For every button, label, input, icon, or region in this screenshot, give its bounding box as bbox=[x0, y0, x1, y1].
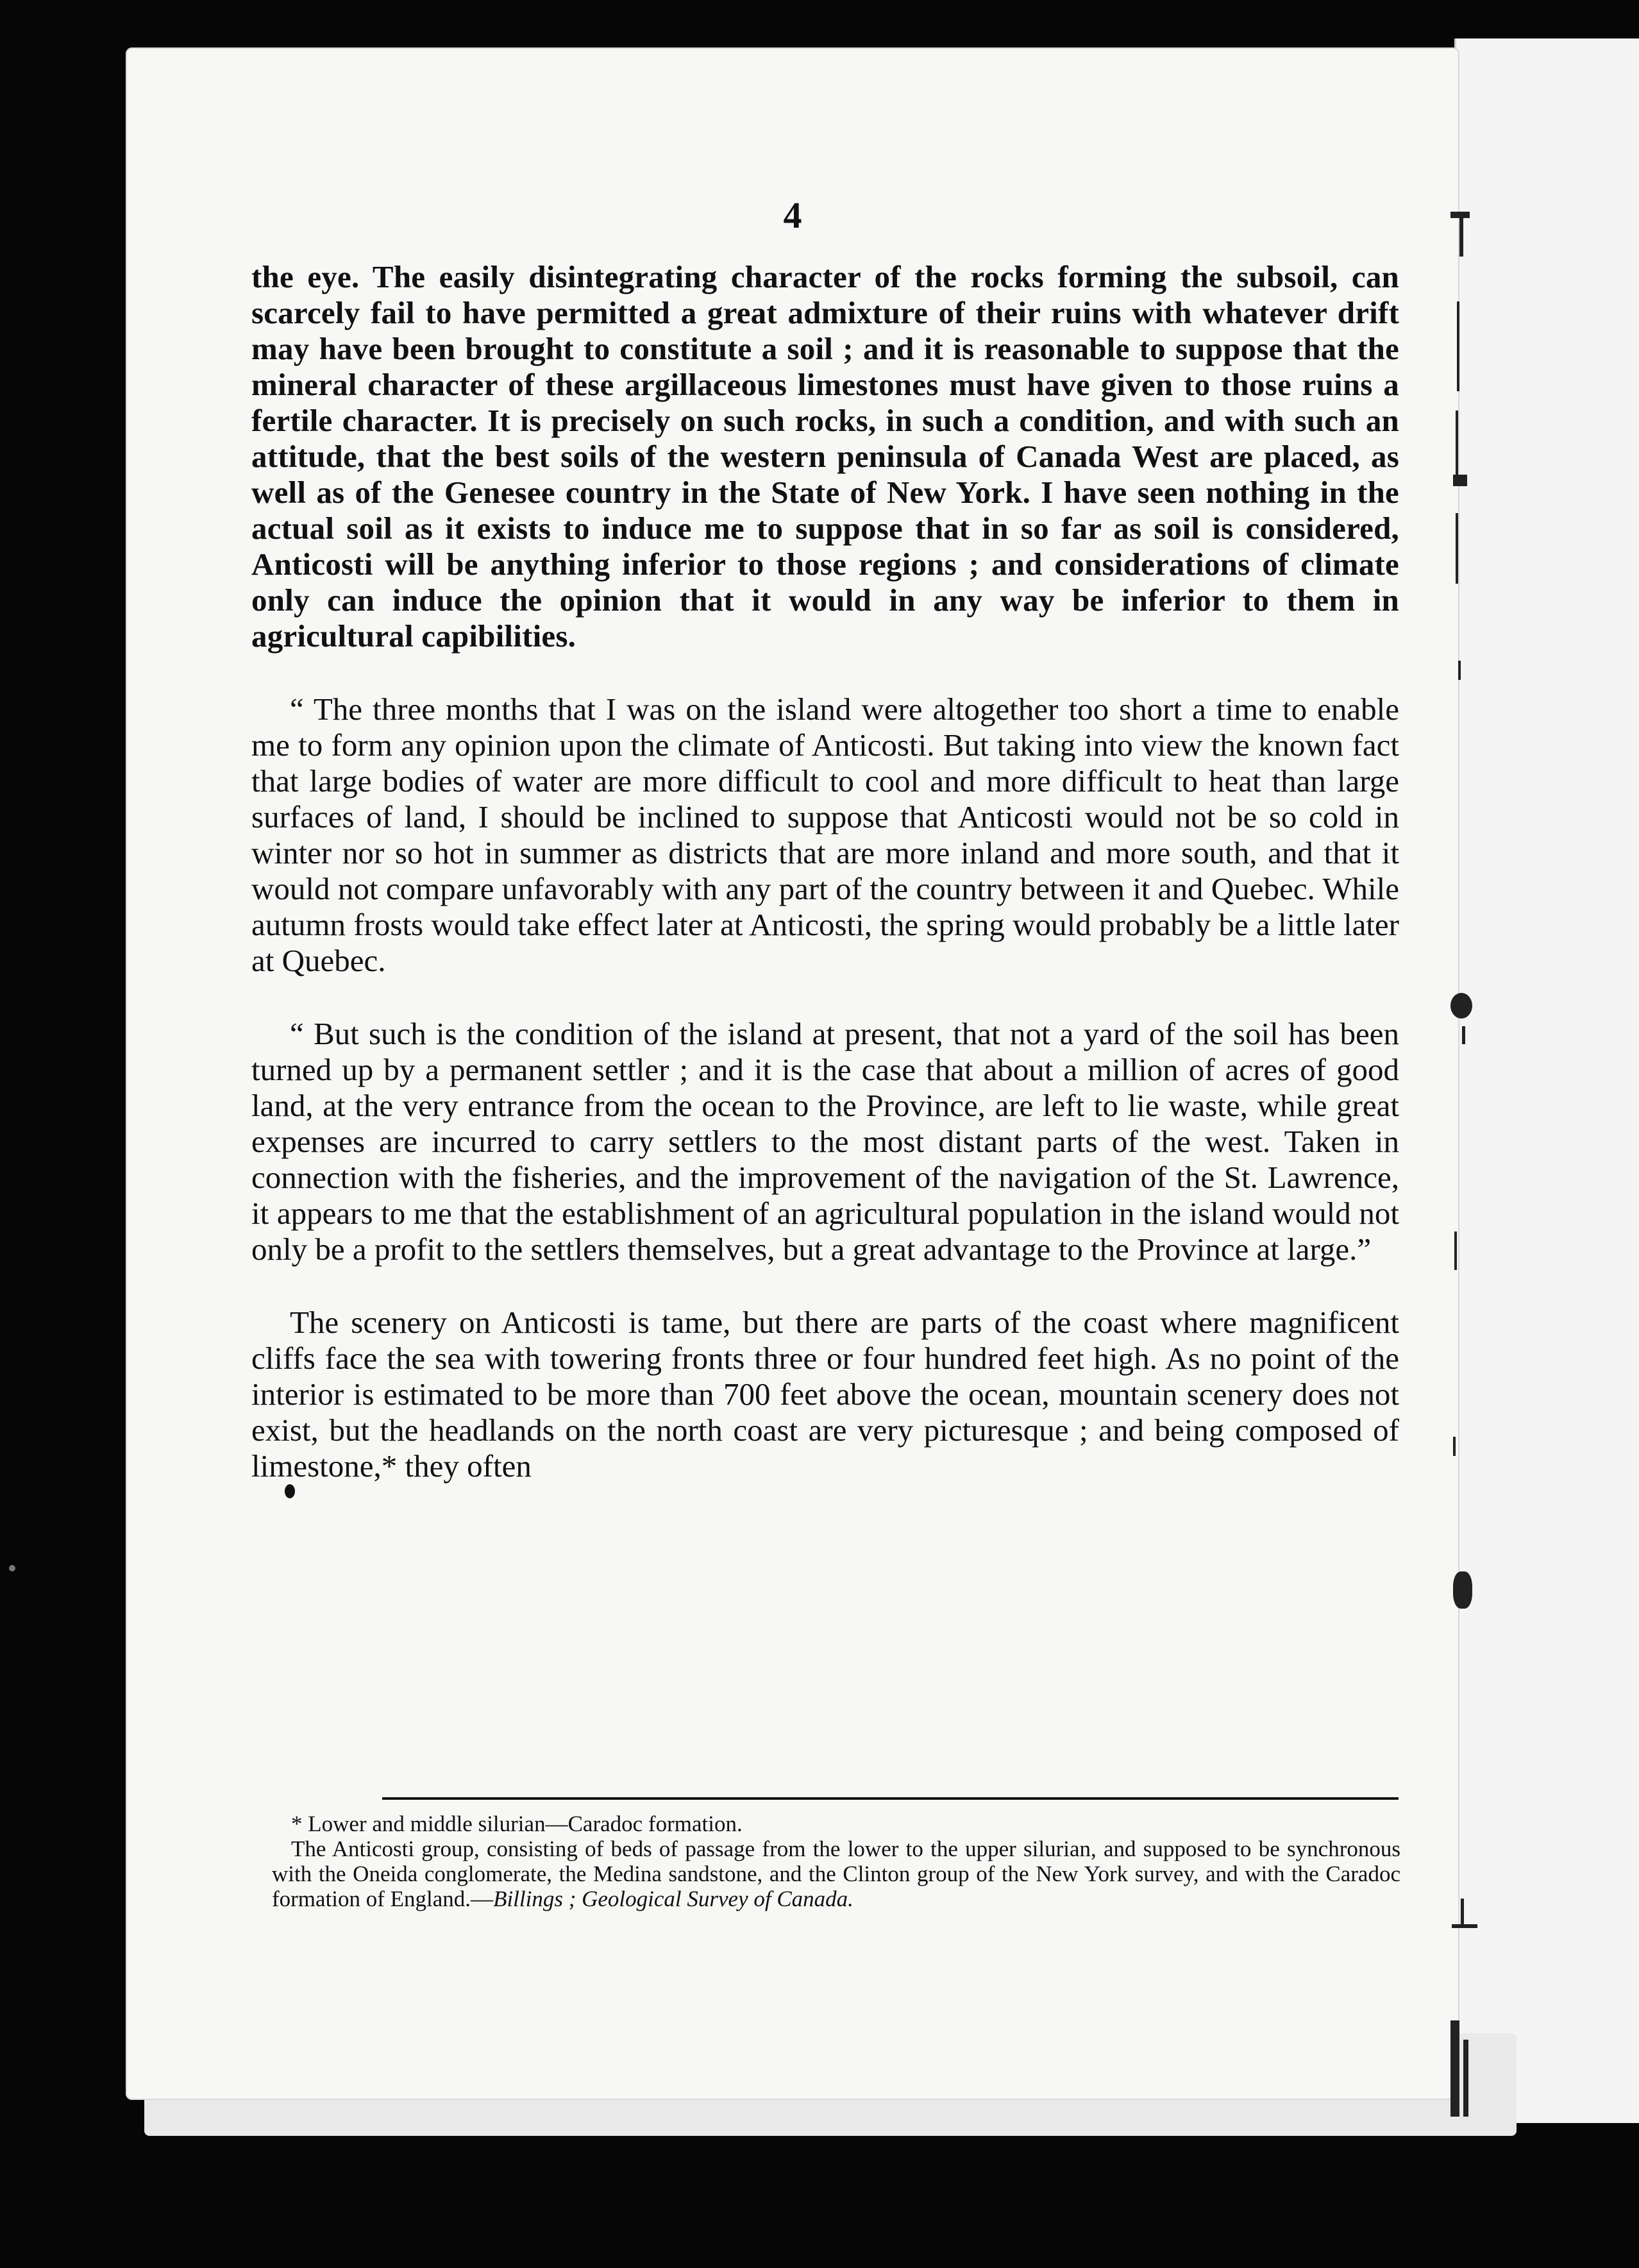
margin-mark bbox=[1459, 218, 1463, 257]
footnotes bbox=[272, 1811, 1400, 1911]
margin-mark bbox=[1450, 2020, 1459, 2117]
margin-blot bbox=[285, 1484, 295, 1498]
footnote-citation: Billings ; Geological Survey of Canada. bbox=[493, 1886, 853, 1911]
footnote-divider bbox=[382, 1797, 1399, 1800]
adjacent-page-edge bbox=[1454, 38, 1639, 2123]
margin-mark bbox=[1463, 2040, 1468, 2117]
paragraph-soil: the eye. The easily disintegrating character of the rocks forming the subsoil, can scarcely fail to have permitted a great admixture of their ruins with whatever drift may have been brought to constitute a soil ; and it is reasonable to suppose that the mineral character of these argillaceous limestones must have given to those ruins a fertile character. It is precisely on such rocks, in such a condition, and with such an attitude, that the best soils of the western peninsula of Canada West are placed, as well as of the Genesee country in the State of New York. I have seen nothing in the actual soil as it exists to induce me to suppose that in so far as soil is considered, Anticosti will be anything inferior to those regions ; and considerations of climate only can induce the opinion that it would in any way be inferior to them in agricultural capibilities. bbox=[251, 259, 1399, 654]
margin-mark bbox=[1456, 513, 1458, 584]
paragraph-scenery: The scenery on Anticosti is tame, but there are parts of the coast where magnificent cliffs face the sea with towering fronts three or four hundred feet high. As no point of the interior is estimated to be more than 700 feet above the ocean, mountain scenery does not exist, but the headlands on the north coast are very picturesque ; and being composed of limestone,* they often bbox=[251, 1305, 1399, 1484]
margin-mark bbox=[1453, 1571, 1472, 1609]
page-number: 4 bbox=[783, 194, 802, 236]
margin-mark bbox=[1454, 1231, 1457, 1270]
margin-mark bbox=[1458, 661, 1461, 680]
margin-mark bbox=[1450, 993, 1472, 1019]
footnote-anticosti-group bbox=[272, 1836, 1400, 1911]
margin-mark bbox=[1452, 1924, 1477, 1928]
margin-mark bbox=[1453, 1437, 1456, 1456]
margin-mark bbox=[1456, 410, 1458, 475]
footnote-anticosti-group-text: The Anticosti group, consisting of beds of passage from the lower to the upper silurian, and supposed to be synchronous with the Oneida conglomerate, the Medina sandstone, and the Clinton group of the New York survey, and with the Caradoc formation of England.— bbox=[272, 1836, 1400, 1911]
book-page bbox=[126, 47, 1459, 2100]
margin-mark bbox=[1453, 475, 1467, 486]
paragraph-climate: “ The three months that I was on the island were altogether too short a time to enable me to form any opinion upon the climate of Anticosti. But taking into view the known fact that large bodies of water are more difficult to cool and more difficult to heat than large surfaces of land, I should be inclined to suppose that Anticosti would not be so cold in winter nor so hot in summer as districts that are more inland and more south, and that it would not compare unfavorably with any part of the country between it and Quebec. While autumn frosts would take effect later at Anticosti, the spring would probably be a little later at Quebec. bbox=[251, 691, 1399, 978]
footnote-formation: * Lower and middle silurian—Caradoc formation. bbox=[291, 1811, 743, 1836]
margin-mark bbox=[1461, 1899, 1464, 1927]
paragraph-settlement: “ But such is the condition of the island at present, that not a yard of the soil has been turned up by a permanent settler ; and it is the case that about a million of acres of good land, at the very entrance from the ocean to the Province, are left to lie waste, while great expenses are incurred to carry settlers to the most distant parts of the west. Taken in connection with the fisheries, and the improvement of the navigation of the St. Lawrence, it appears to me that the establishment of an agricultural population in the island would not only be a profit to the settlers themselves, but a great advantage to the Province at large.” bbox=[251, 1016, 1399, 1267]
margin-mark bbox=[1462, 1026, 1465, 1044]
margin-mark bbox=[1457, 301, 1459, 391]
body-text bbox=[251, 259, 1399, 1521]
margin-mark bbox=[1450, 212, 1470, 218]
scan-speck bbox=[9, 1565, 15, 1571]
